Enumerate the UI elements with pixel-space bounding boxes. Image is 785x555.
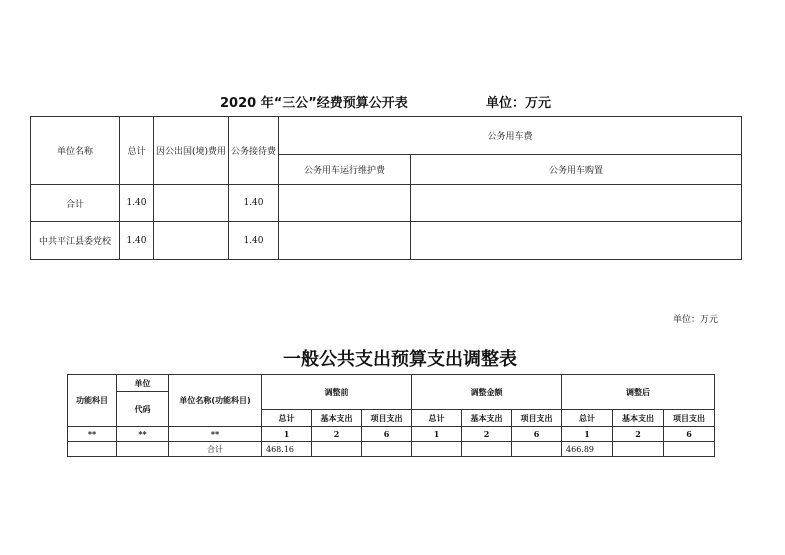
- marker-cell: 1: [562, 427, 613, 442]
- marker-cell: 6: [362, 427, 412, 442]
- header-after: 调整后: [562, 375, 715, 410]
- header-amount: 调整金额: [412, 375, 562, 410]
- header-total: 总计: [262, 410, 312, 427]
- header-vehicle: 公务用车费: [279, 117, 742, 155]
- three-public-expenses-table: [30, 116, 742, 260]
- header-basic: 基本支出: [613, 410, 664, 427]
- header-basic: 基本支出: [312, 410, 362, 427]
- row-purchase: [411, 185, 742, 222]
- marker-row: [68, 427, 715, 442]
- marker-cell: 2: [613, 427, 664, 442]
- row-purchase: [411, 222, 742, 260]
- row-total: 1.40: [120, 222, 154, 260]
- budget-adjustment-table: [67, 374, 715, 457]
- header-total: 总计: [412, 410, 462, 427]
- marker-cell: 1: [262, 427, 312, 442]
- header-abroad: 因公出国(境)费用: [154, 117, 229, 185]
- marker-cell: 1: [412, 427, 462, 442]
- marker-cell: 6: [512, 427, 562, 442]
- marker-cell: 6: [664, 427, 715, 442]
- before-total: 468.16: [262, 442, 312, 457]
- header-total: 总计: [120, 117, 154, 185]
- row-reception: 1.40: [229, 222, 279, 260]
- header-unit-name: 单位名称(功能科目): [169, 375, 262, 427]
- row-abroad: [154, 185, 229, 222]
- table-row: [31, 185, 742, 222]
- table1-unit: 单位：万元: [486, 96, 552, 111]
- row-name: 合计: [31, 185, 120, 222]
- header-project: 项目支出: [362, 410, 412, 427]
- header-project: 项目支出: [512, 410, 562, 427]
- marker-cell: **: [117, 427, 169, 442]
- total-row: [68, 442, 715, 457]
- header-reception: 公务接待费: [229, 117, 279, 185]
- header-func-subject: 功能科目: [68, 375, 117, 427]
- row-maint: [279, 185, 411, 222]
- row-name: 中共平江县委党校: [31, 222, 120, 260]
- marker-cell: 2: [312, 427, 362, 442]
- header-vehicle-maint: 公务用车运行维护费: [279, 155, 411, 185]
- marker-cell: **: [68, 427, 117, 442]
- header-unit: 单位: [117, 375, 169, 392]
- header-before: 调整前: [262, 375, 412, 410]
- marker-cell: **: [169, 427, 262, 442]
- total-label: 合计: [169, 442, 262, 457]
- marker-cell: 2: [462, 427, 512, 442]
- table2-unit: 单位：万元: [673, 315, 719, 325]
- row-total: 1.40: [120, 185, 154, 222]
- row-maint: [279, 222, 411, 260]
- after-total: 466.89: [562, 442, 613, 457]
- header-basic: 基本支出: [462, 410, 512, 427]
- table2-title: 一般公共支出预算支出调整表: [283, 349, 517, 370]
- row-reception: 1.40: [229, 185, 279, 222]
- header-total: 总计: [562, 410, 613, 427]
- table1-title: 2020 年“三公”经费预算公开表: [220, 96, 408, 111]
- header-vehicle-purchase: 公务用车购置: [411, 155, 742, 185]
- table-row: [31, 222, 742, 260]
- header-code: 代码: [117, 392, 169, 427]
- header-unit-name: 单位名称: [31, 117, 120, 185]
- row-abroad: [154, 222, 229, 260]
- header-project: 项目支出: [664, 410, 715, 427]
